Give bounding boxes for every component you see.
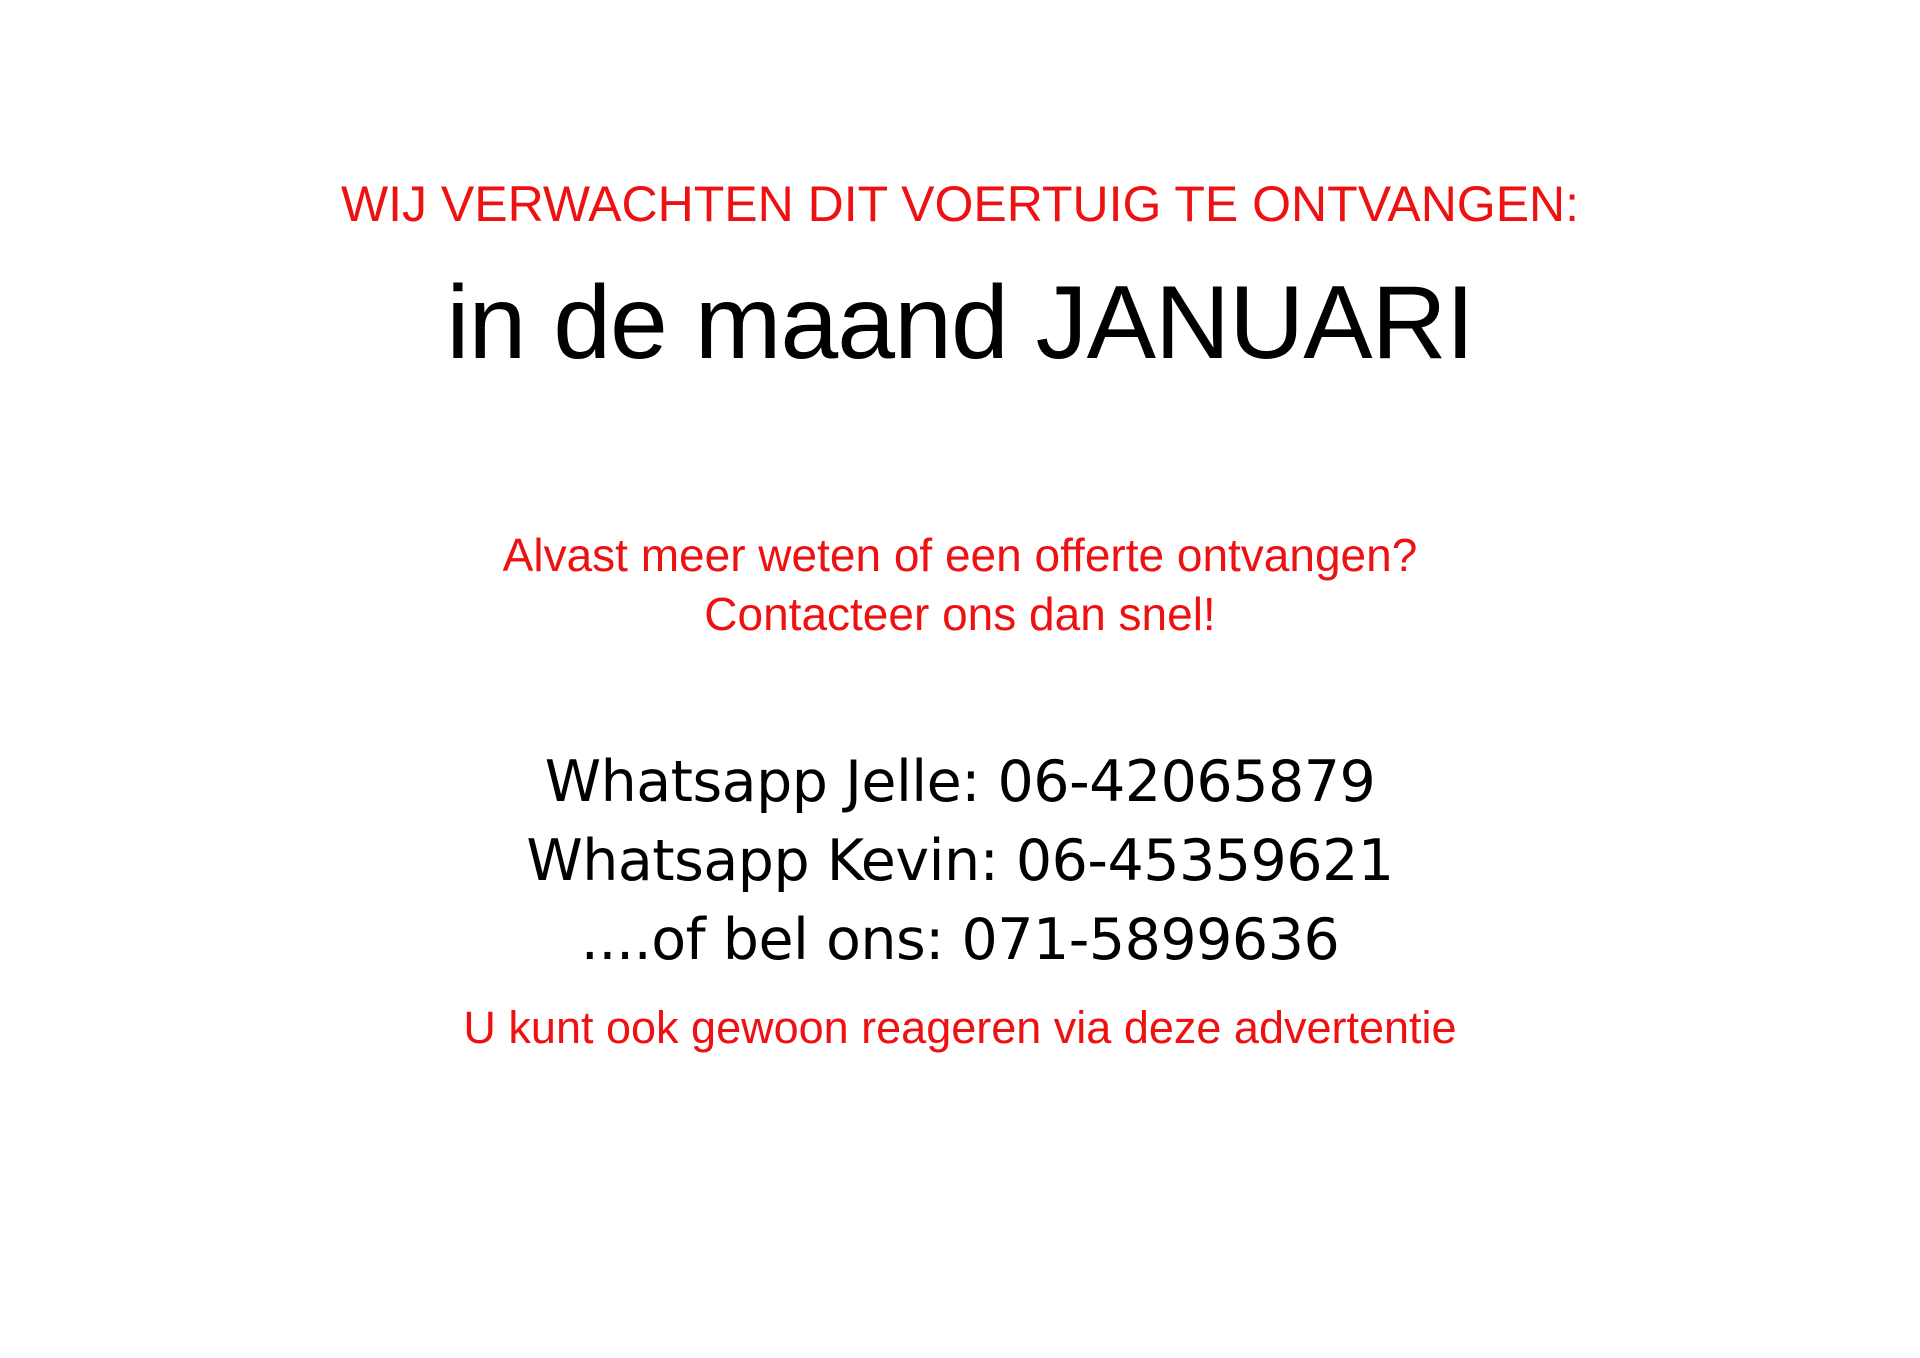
headline-text: WIJ VERWACHTEN DIT VOERTUIG TE ONTVANGEN: — [340, 176, 1580, 232]
contact-line: Whatsapp Jelle: 06-42065879 — [544, 749, 1376, 816]
footer-note: U kunt ook gewoon reageren via deze advertentie — [463, 1002, 1457, 1054]
prompt-block — [0, 378, 1920, 644]
month-heading: in de maand JANUARI — [446, 264, 1474, 381]
contact-block — [0, 643, 1920, 979]
prompt-line-2: Contacteer ons dan snel! — [704, 587, 1216, 640]
prompt-line-1: Alvast meer weten of een offerte ontvangen? — [502, 528, 1418, 581]
contact-line: ....of bel ons: 071-5899636 — [580, 906, 1340, 973]
contact-line: Whatsapp Kevin: 06-45359621 — [526, 828, 1394, 895]
